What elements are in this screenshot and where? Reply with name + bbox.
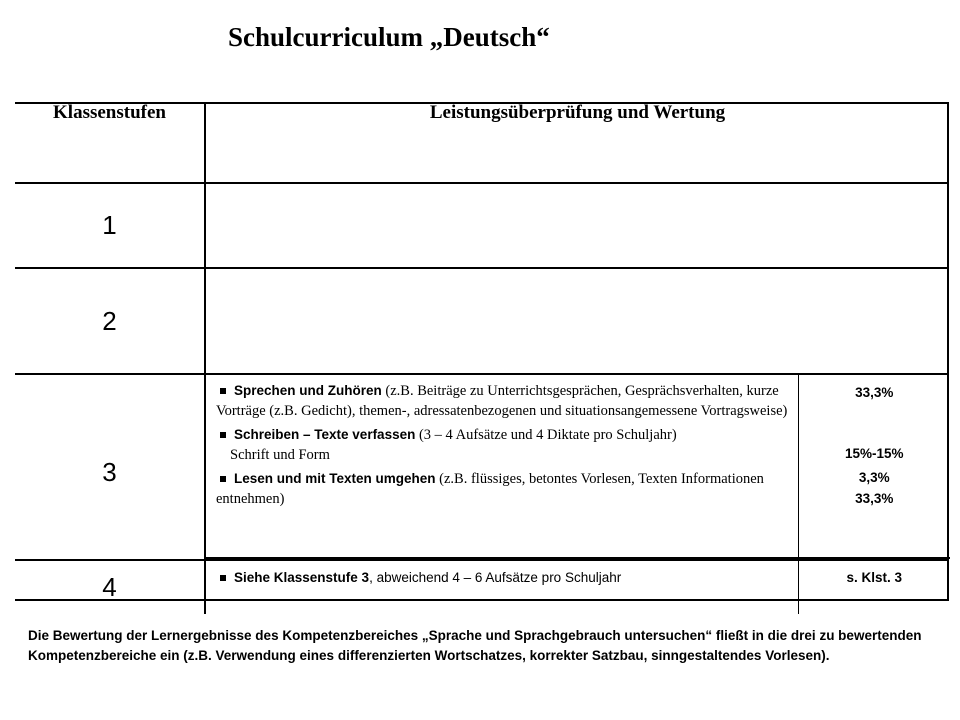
- bullet-square-icon: [220, 388, 226, 394]
- grade-cell: 3: [15, 374, 205, 560]
- header-assessment: Leistungsüberprüfung und Wertung: [205, 102, 949, 183]
- table-row: [15, 560, 949, 614]
- item-text: (z.B. flüssiges, betontes Vorlesen, Texten Informationen entnehmen): [216, 471, 764, 507]
- footer-note: Die Bewertung der Lernergebnisse des Kompetenzbereiches „Sprache und Sprachgebrauch untersuchen“ fließt in die drei zu bewertenden Kompetenzbereiche ein (z.B. Verwendung eines differenzierten Wortschatzes, korrekter Satzbau, sinngestaltendes Vorlesen).: [28, 628, 922, 663]
- item-text: (3 – 4 Aufsätze und 4 Diktate pro Schuljahr): [415, 427, 677, 443]
- item-text: Schrift und Form: [230, 447, 330, 463]
- list-item: [216, 469, 792, 509]
- grade-cell: 1: [15, 183, 205, 268]
- table-row: [15, 374, 949, 560]
- competence-list: [206, 375, 798, 558]
- grade-cell: 4: [15, 560, 205, 614]
- bullet-square-icon: [220, 432, 226, 438]
- list-item: [216, 568, 792, 588]
- list-item: [216, 381, 792, 421]
- table-header-row: [15, 102, 949, 183]
- table-row: [15, 183, 949, 268]
- assessment-cell: [205, 268, 949, 374]
- competence-list: [206, 561, 798, 614]
- weight-value: 3,3%: [858, 470, 890, 485]
- weight-value: 15%-15%: [844, 446, 904, 461]
- weight-value: 33,3%: [855, 385, 894, 400]
- page-title: Schulcurriculum „Deutsch“: [228, 22, 550, 52]
- header-grades: Klassenstufen: [15, 102, 205, 183]
- item-text: , abweichend 4 – 6 Aufsätze pro Schuljahr: [369, 570, 622, 585]
- weight-column: [798, 561, 950, 614]
- weight-column: [798, 375, 950, 558]
- assessment-inner-table: [206, 561, 950, 614]
- table-row: [15, 268, 949, 374]
- curriculum-table: [15, 102, 949, 614]
- item-title: Schreiben – Texte verfassen: [234, 427, 416, 442]
- bullet-square-icon: [220, 476, 226, 482]
- item-title: Lesen und mit Texten umgehen: [234, 471, 436, 486]
- assessment-inner-table: [206, 375, 950, 559]
- item-text: (z.B. Beiträge zu Unterrichtsgesprächen, Gesprächsverhalten, kurze Vorträge (z.B. Gedicht), themen-, adressatenbezogenen und situationsangemessene Vortragsweise): [216, 383, 788, 419]
- bullet-square-icon: [220, 575, 226, 581]
- weight-value: s. Klst. 3: [846, 570, 903, 585]
- assessment-cell: [205, 560, 949, 614]
- grade-cell: 2: [15, 268, 205, 374]
- weight-value: 33,3%: [855, 491, 894, 506]
- item-title: Sprechen und Zuhören: [234, 383, 382, 398]
- assessment-cell: [205, 183, 949, 268]
- assessment-cell: [205, 374, 949, 560]
- list-item: [216, 425, 792, 465]
- item-title: Siehe Klassenstufe 3: [234, 570, 370, 585]
